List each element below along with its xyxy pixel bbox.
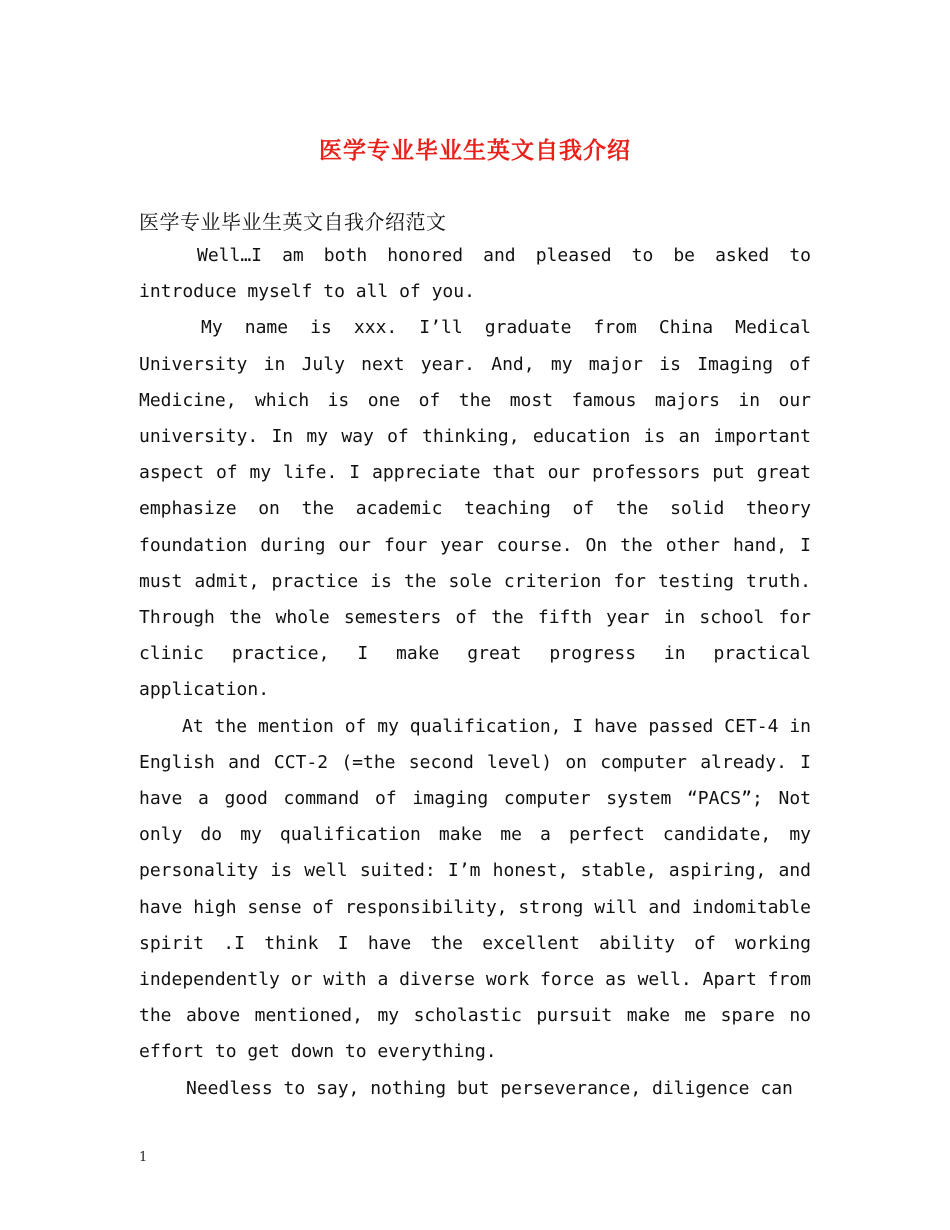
document-body [139,238,811,1107]
page-number: 1 [139,1150,148,1165]
paragraph-closing: Needless to say, nothing but perseverance, diligence can [186,1077,793,1099]
paragraph-education: My name is xxx. I’ll graduate from China Medical University in July next year. And, my major is Imaging of Medicine, which is one of the most famous majors in our university. In my way of thinking, education is an important aspect of my life. I appreciate that our professors put great emphasize on the academic teaching of the solid theory foundation during our four year course. On the other hand, I must admit, practice is the sole criterion for testing truth. Through the whole semesters of the fifth year in school for clinic practice, I make great progress in practical application. [139,317,811,701]
paragraph-greeting: Well…I am both honored and pleased to be asked to introduce myself to all of you. [139,245,811,303]
paragraph-qualification: At the mention of my qualification, I have passed CET-4 in English and CCT-2 (=the second level) on computer already. I have a good command of imaging computer system “PACS”; Not only do my qualification make me a perfect candidate, my personality is well suited: I’m honest, stable, aspiring, and have high sense of responsibility, strong will and indomitable spirit .I think I have the excellent ability of working independently or with a diverse work force as well. Apart from the above mentioned, my scholastic pursuit make me spare no effort to get down to everything. [139,715,811,1063]
document-title: 医学专业毕业生英文自我介绍 [319,137,631,164]
document-subtitle: 医学专业毕业生英文自我介绍范文 [139,210,447,234]
